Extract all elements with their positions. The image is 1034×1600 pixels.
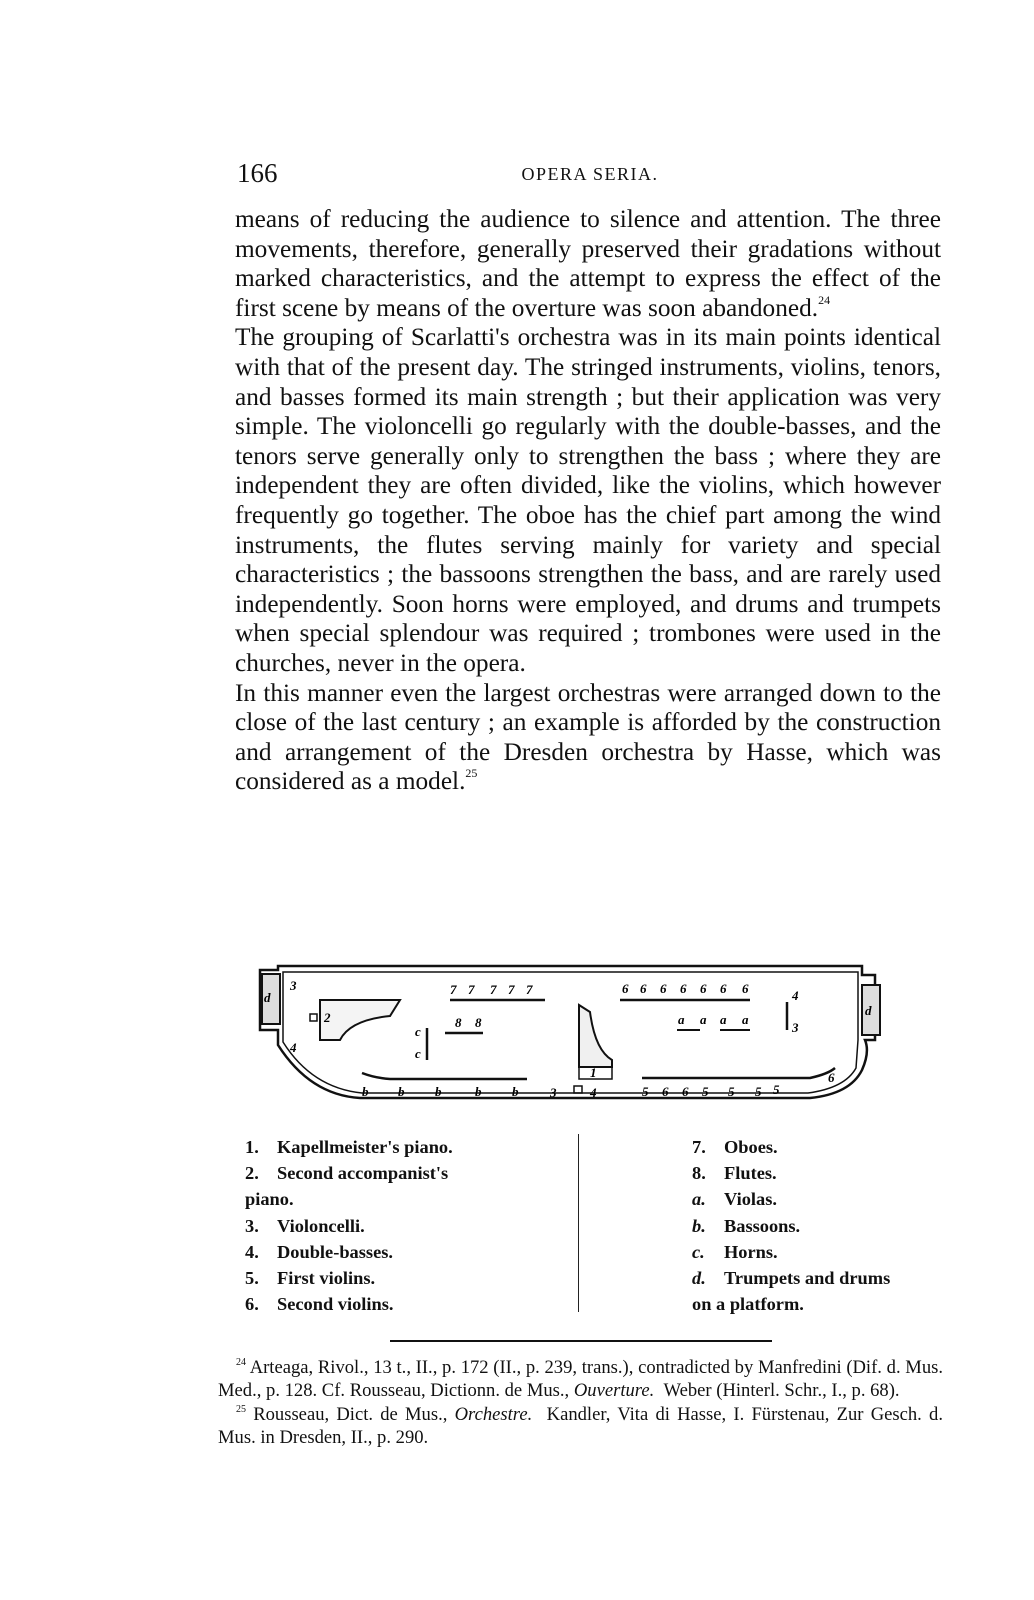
oboe-marker: 7 [526,982,533,997]
legend-number: 1. [245,1137,259,1157]
footnote-mark: 25 [236,1403,246,1415]
legend-item [692,1239,952,1265]
bassoon-marker: b [362,1084,369,1099]
paragraph-1 [235,205,941,323]
left-platform-label: d [264,990,271,1005]
bassoon-marker: b [398,1084,405,1099]
legend-number: 4. [245,1241,259,1262]
center-bottom-right-label: 4 [590,1085,597,1100]
legend-item [245,1291,565,1317]
oboe-marker: 7 [490,982,497,997]
legend-text: Trumpets and drums [724,1268,891,1289]
legend-item [692,1265,952,1291]
second-violin-marker: 6 [622,981,629,996]
legend-number: 8. [692,1163,706,1184]
paragraph-2-text: The grouping of Scarlatti's orchestra was in its main points identical with that of the present day. The stringed instruments, violins, tenors, and basses formed its main strength ; but their application was very simple. The violoncelli go regularly with the double-basses, and the tenors serve generally only to strengthen the bass ; where they are independent they are often divided, like the violins, which however frequently go together. The oboe has the chief part among the wind instruments, the flutes serving mainly for variety and special characteristics ; the bassoons strengthen the bass, and are rarely used independently. Soon horns were employed, and drums and trumpets when special splendour was required ; trombones were used in the churches, never in the opera. [235,323,941,677]
legend-text: Violas. [724,1189,777,1210]
bassoons-desk [362,1073,527,1079]
legend-number: 3. [245,1215,259,1236]
paragraph-1-text: means of reducing the audience to silence and attention. The three movements, therefore, generally preserved their gradations without marked characteristics, and the attempt to express the effect of the first scene by means of the overture was soon abandoned. [235,205,941,322]
piano-1-icon [579,1005,612,1067]
footnote-text: Kandler, Vita di Hasse, I. Fürstenau, Zur Gesch. d. Mus. in Dresden, II., p. 290. [218,1403,943,1449]
first-violin-marker: 5 [773,1082,780,1097]
legend-left-column [245,1134,565,1317]
seat-icon [310,1014,317,1021]
legend-item-continuation: piano. [245,1189,294,1210]
oboes-row [450,982,533,997]
legend-number: b. [692,1215,706,1236]
footnote-italic: Ouverture. [573,1380,655,1402]
legend-right-column [692,1134,952,1317]
page-header [237,158,943,198]
legend-divider [578,1134,579,1312]
footnote-text: Weber (Hinterl. Schr., I., p. 68). [663,1380,900,1402]
paragraph-3 [235,679,941,797]
legend-text: Horns. [724,1241,778,1262]
second-violin-marker: 6 [720,981,727,996]
first-violin-marker: 6 [662,1084,669,1099]
legend-text: Bassoons. [724,1215,801,1236]
right-top-label: 4 [792,988,799,1003]
bassoon-marker: b [435,1084,442,1099]
footnote-rule [390,1340,772,1342]
legend-item-continuation: on a platform. [692,1294,804,1315]
page-number: 166 [237,158,278,188]
viola-marker: a [742,1012,749,1027]
legend-text: Oboes. [724,1137,778,1157]
corner-label: 6 [828,1070,835,1085]
flute-marker: 8 [475,1015,482,1030]
running-head: OPERA SERIA. [521,164,659,184]
legend-text: Second accompanist's [277,1163,449,1184]
left-bottom-label: 4 [290,1040,297,1055]
left-top-label: 3 [290,978,297,993]
legend-item [245,1134,565,1160]
legend-number: 5. [245,1268,259,1289]
footnote-text: Rousseau, Dict. de Mus., [253,1403,448,1425]
flute-marker: 8 [455,1015,462,1030]
legend-item [245,1265,565,1291]
center-bottom-left-label: 3 [550,1085,557,1100]
footnotes [218,1356,943,1450]
legend-item [692,1134,952,1160]
body-text [235,205,941,797]
viola-marker: a [720,1012,727,1027]
legend-number: c. [692,1241,705,1262]
paragraph-2 [235,323,941,678]
oboe-marker: 7 [450,982,457,997]
piano-2-icon [320,1000,400,1040]
legend-item [245,1160,565,1186]
second-violin-marker: 6 [660,981,667,996]
legend-item [245,1239,565,1265]
first-violin-marker: 5 [755,1084,762,1099]
legend-item [692,1186,952,1212]
legend-text: Second violins. [277,1294,394,1315]
bassoon-marker: b [475,1084,482,1099]
viola-marker: a [678,1012,685,1027]
right-bottom-label: 3 [792,1020,799,1035]
orchestra-seating-diagram [250,960,895,1105]
legend-text: First violins. [277,1268,376,1289]
viola-marker: a [700,1012,707,1027]
footnote-mark: 24 [236,1357,246,1368]
legend-text: Kapellmeister's piano. [277,1137,453,1157]
footnote-ref-24[interactable]: 24 [818,292,831,307]
legend-text: Violoncelli. [277,1215,365,1236]
first-violin-marker: 5 [642,1084,649,1099]
footnote-24 [218,1356,943,1403]
oboe-marker: 7 [508,982,515,997]
first-violins-desk [642,1068,835,1078]
piano-1-label: 1 [590,1065,597,1080]
legend-number: 7. [692,1137,706,1157]
horn-marker: c [415,1046,421,1061]
legend-item [692,1160,952,1186]
footnote-italic: Orchestre. [454,1403,533,1425]
legend-text: Flutes. [724,1163,777,1184]
legend-item [692,1213,952,1239]
first-violin-marker: 5 [728,1084,735,1099]
oboe-marker: 7 [468,982,475,997]
legend-item [245,1213,565,1239]
footnote-text: Arteaga, Rivol., 13 t., II., p. 172 (II., p. 239, trans.), contradicted by Manfredini (Dif. d. Mus. Med., p. 128. Cf. Rousseau, Dictionn. de Mus., [218,1357,944,1402]
first-violin-marker: 5 [702,1084,709,1099]
second-violin-marker: 6 [742,981,749,996]
legend-number: d. [692,1268,706,1289]
second-violins-row [622,981,749,996]
seat-icon [574,1086,582,1093]
second-violin-marker: 6 [700,981,707,996]
legend-number: 2. [245,1163,259,1184]
horn-marker: c [415,1024,421,1039]
first-violins-row [642,1082,780,1099]
footnote-ref-25[interactable]: 25 [465,766,478,781]
legend-number: 6. [245,1294,259,1315]
bassoon-marker: b [512,1084,519,1099]
first-violin-marker: 6 [682,1084,689,1099]
second-violin-marker: 6 [680,981,687,996]
piano-2-label: 2 [324,1010,331,1025]
footnote-25 [218,1403,943,1450]
second-violin-marker: 6 [640,981,647,996]
legend-number: a. [692,1189,706,1210]
legend-text: Double-basses. [277,1241,393,1262]
right-platform-label: d [865,1003,872,1018]
paragraph-3-text: In this manner even the largest orchestras were arranged down to the close of the last century ; an example is afforded by the construction and arrangement of the Dresden orchestra by Hasse, which was considered as a model. [235,678,941,796]
